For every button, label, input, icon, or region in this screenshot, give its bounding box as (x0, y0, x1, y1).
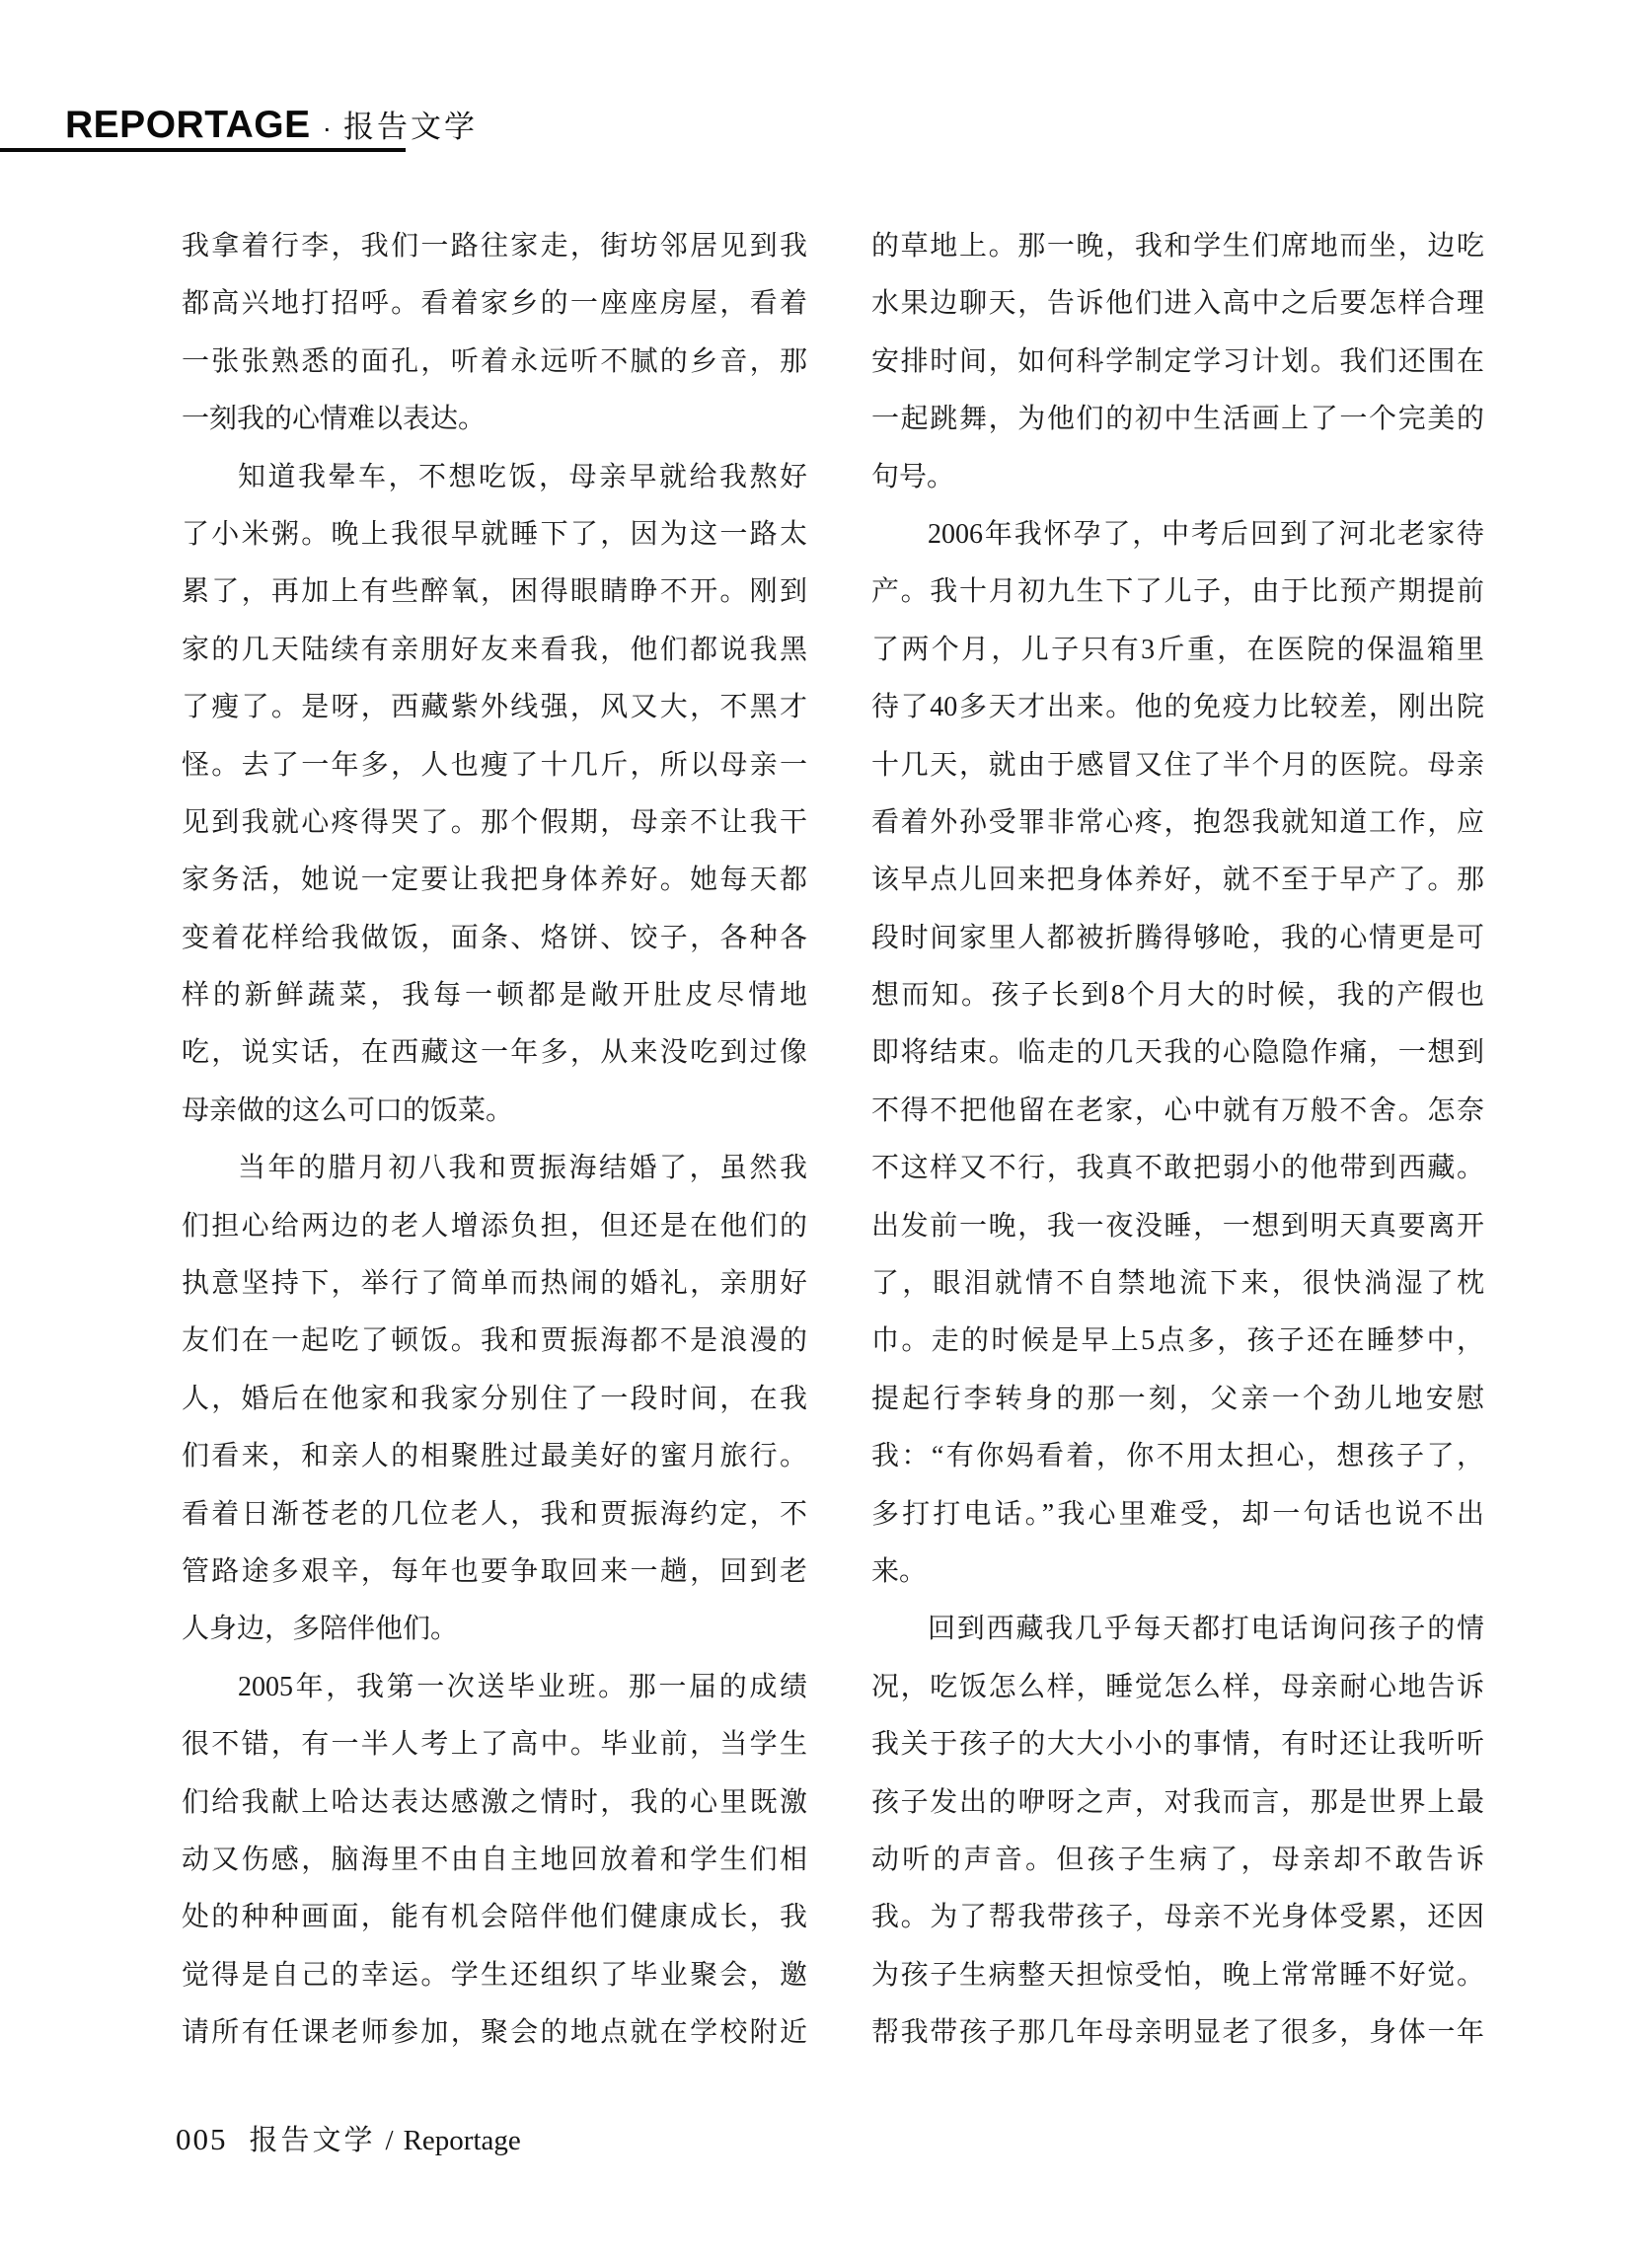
text-line: 的草地上。那一晚，我和学生们席地而坐，边吃 (871, 231, 1484, 262)
text-line: 段时间家里人都被折腾得够呛，我的心情更是可 (871, 922, 1484, 953)
text-line: 请所有任课老师参加，聚会的地点就在学校附近 (182, 2017, 807, 2049)
text-line: 看着外孙受罪非常心疼，抱怨我就知道工作，应 (871, 806, 1484, 838)
text-line: 为孩子生病整天担惊受怕，晚上常常睡不好觉。 (871, 1959, 1484, 1991)
text-line: 句号。 (871, 461, 955, 492)
text-line: 怪。去了一年多，人也瘦了十几斤，所以母亲一 (182, 749, 807, 781)
page-footer (176, 2118, 521, 2158)
text-line: 了瘦了。是呀，西藏紫外线强，风又大，不黑才 (182, 692, 807, 723)
text-line: 当年的腊月初八我和贾振海结婚了，虽然我 (238, 1153, 807, 1184)
text-line: 一起跳舞，为他们的初中生活画上了一个完美的 (871, 404, 1484, 435)
text-line: 都高兴地打招呼。看着家乡的一座座房屋，看着 (182, 288, 807, 320)
text-line: 一刻我的心情难以表达。 (182, 404, 487, 435)
text-line: 们给我献上哈达表达感激之情时，我的心里既激 (182, 1786, 807, 1818)
text-line: 人，婚后在他家和我家分别住了一段时间，在我 (182, 1383, 807, 1414)
text-line: 想而知。孩子长到8个月大的时候，我的产假也 (871, 980, 1484, 1012)
page-number: 005 (176, 2122, 228, 2156)
footer-section-zh: 报告文学 (249, 2125, 376, 2156)
text-line: 看着日渐苍老的几位老人，我和贾振海约定，不 (182, 1498, 807, 1530)
text-line: 我。为了帮我带孩子，母亲不光身体受累，还因 (871, 1902, 1484, 1933)
text-line: 待了40多天才出来。他的免疫力比较差，刚出院 (871, 692, 1484, 723)
text-line: 安排时间，如何科学制定学习计划。我们还围在 (871, 345, 1484, 377)
text-line: 变着花样给我做饭，面条、烙饼、饺子，各种各 (182, 922, 807, 953)
text-line: 况，吃饭怎么样，睡觉怎么样，母亲耐心地告诉 (871, 1671, 1484, 1702)
footer-slash: / (385, 2125, 394, 2156)
text-line: 见到我就心疼得哭了。那个假期，母亲不让我干 (182, 806, 807, 838)
text-line: 母亲做的这么可口的饭菜。 (182, 1094, 514, 1126)
text-line: 水果边聊天，告诉他们进入高中之后要怎样合理 (871, 288, 1484, 320)
text-line: 2005年，我第一次送毕业班。那一届的成绩 (238, 1671, 807, 1702)
text-line: 十几天，就由于感冒又住了半个月的医院。母亲 (871, 749, 1484, 781)
text-line: 我拿着行李，我们一路往家走，街坊邻居见到我 (182, 231, 807, 262)
text-line: 动听的声音。但孩子生病了，母亲却不敢告诉 (871, 1844, 1484, 1875)
text-line: 累了，再加上有些醉氧，困得眼睛睁不开。刚到 (182, 576, 807, 608)
text-line: 了，眼泪就情不自禁地流下来，很快淌湿了枕 (871, 1268, 1484, 1300)
text-line: 我：“有你妈看着，你不用太担心，想孩子了， (871, 1441, 1484, 1472)
text-line: 产。我十月初九生下了儿子，由于比预产期提前 (871, 576, 1484, 608)
separator-dot: · (322, 113, 332, 143)
footer-section-en: Reportage (403, 2125, 521, 2156)
text-line: 们担心给两边的老人增添负担，但还是在他们的 (182, 1210, 807, 1242)
text-line: 了小米粥。晚上我很早就睡下了，因为这一路太 (182, 518, 807, 550)
text-line: 家务活，她说一定要让我把身体养好。她每天都 (182, 865, 807, 896)
text-line: 该早点儿回来把身体养好，就不至于早产了。那 (871, 865, 1484, 896)
text-column-right (871, 218, 1484, 2063)
text-line: 来。 (871, 1555, 928, 1587)
text-line: 知道我晕车，不想吃饭，母亲早就给我熬好 (238, 461, 807, 492)
text-line: 孩子发出的咿呀之声，对我而言，那是世界上最 (871, 1786, 1484, 1818)
text-line: 很不错，有一半人考上了高中。毕业前，当学生 (182, 1729, 807, 1761)
text-line: 友们在一起吃了顿饭。我和贾振海都不是浪漫的 (182, 1325, 807, 1357)
text-line: 觉得是自己的幸运。学生还组织了毕业聚会，邀 (182, 1959, 807, 1991)
section-title-zh: 报告文学 (342, 110, 478, 144)
text-line: 出发前一晚，我一夜没睡，一想到明天真要离开 (871, 1210, 1484, 1242)
text-line: 处的种种画面，能有机会陪伴他们健康成长，我 (182, 1902, 807, 1933)
text-line: 提起行李转身的那一刻，父亲一个劲儿地安慰 (871, 1383, 1484, 1414)
text-line: 家的几天陆续有亲朋好友来看我，他们都说我黑 (182, 634, 807, 665)
section-title-en: REPORTAGE (65, 104, 311, 146)
text-line: 即将结束。临走的几天我的心隐隐作痛，一想到 (871, 1037, 1484, 1069)
text-line: 不得不把他留在老家，心中就有万般不舍。怎奈 (871, 1094, 1484, 1126)
text-line: 帮我带孩子那几年母亲明显老了很多，身体一年 (871, 2017, 1484, 2049)
text-line: 样的新鲜蔬菜，我每一顿都是敞开肚皮尽情地 (182, 980, 807, 1012)
text-line: 不这样又不行，我真不敢把弱小的他带到西藏。 (871, 1153, 1484, 1184)
text-line: 一张张熟悉的面孔，听着永远听不腻的乡音，那 (182, 345, 807, 377)
text-line: 执意坚持下，举行了简单而热闹的婚礼，亲朋好 (182, 1268, 807, 1300)
text-line: 多打打电话。”我心里难受，却一句话也说不出 (871, 1498, 1484, 1530)
text-line: 2006年我怀孕了，中考后回到了河北老家待 (928, 518, 1484, 550)
text-line: 动又伤感，脑海里不由自主地回放着和学生们相 (182, 1844, 807, 1875)
text-line: 了两个月，儿子只有3斤重，在医院的保温箱里 (871, 634, 1484, 665)
text-line: 吃，说实话，在西藏这一年多，从来没吃到过像 (182, 1037, 807, 1069)
text-line: 们看来，和亲人的相聚胜过最美好的蜜月旅行。 (182, 1441, 807, 1472)
text-line: 我关于孩子的大大小小的事情，有时还让我听听 (871, 1729, 1484, 1761)
masthead (65, 102, 478, 147)
text-line: 人身边，多陪伴他们。 (182, 1614, 459, 1645)
text-line: 管路途多艰辛，每年也要争取回来一趟，回到老 (182, 1555, 807, 1587)
text-line: 巾。走的时候是早上5点多，孩子还在睡梦中， (871, 1325, 1484, 1357)
text-line: 回到西藏我几乎每天都打电话询问孩子的情 (928, 1614, 1484, 1645)
text-column-left (182, 218, 807, 2063)
header-rule (0, 148, 406, 152)
